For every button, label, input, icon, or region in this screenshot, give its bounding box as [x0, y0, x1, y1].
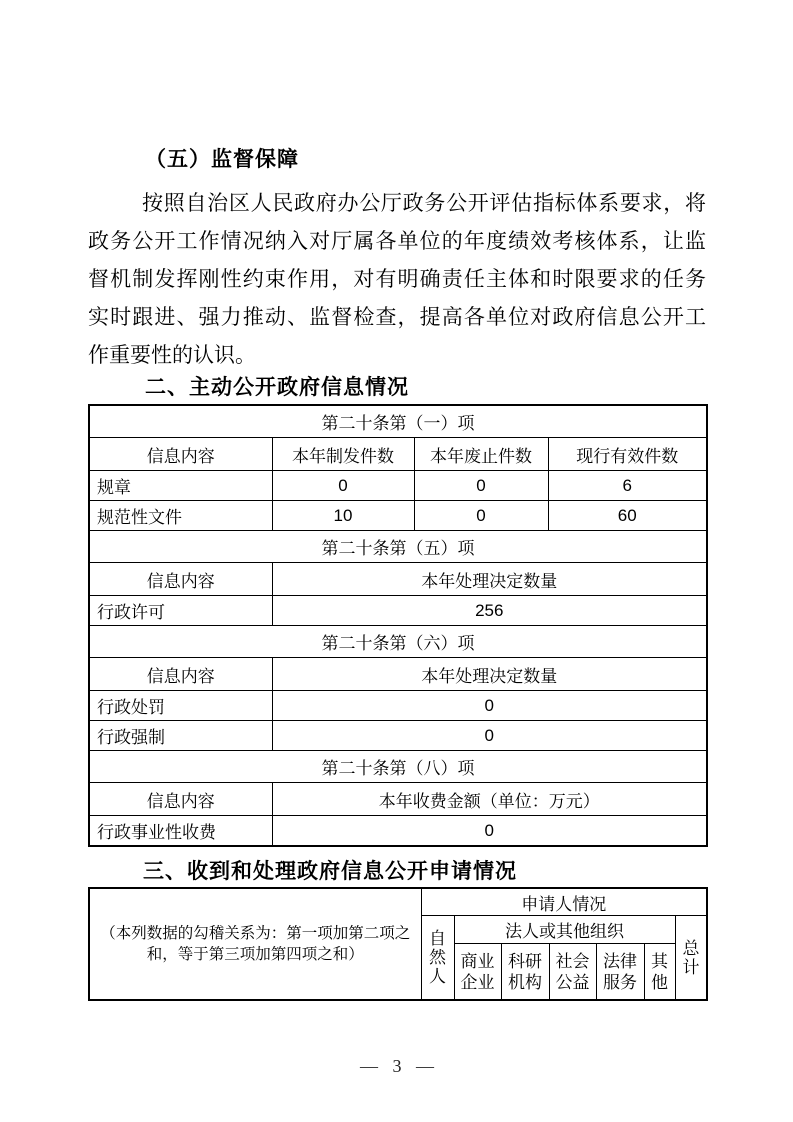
- cell-value: 10: [272, 501, 414, 531]
- col-header-legal-org: 法人或其他组织: [454, 916, 675, 944]
- section5-heading: （五）监督保障: [145, 148, 299, 171]
- col-header-fee-amount: 本年收费金额（单位：万元）: [272, 783, 707, 816]
- cell-value: 0: [272, 721, 707, 751]
- article5-title: 第二十条第（五）项: [89, 531, 707, 563]
- cell-value: 0: [414, 501, 548, 531]
- row-label: 行政处罚: [89, 691, 272, 721]
- section5-paragraph: [88, 184, 706, 374]
- article1-title: 第二十条第（一）项: [89, 405, 707, 438]
- section3-heading: 三、收到和处理政府信息公开申请情况: [143, 860, 517, 883]
- cell-value: 6: [548, 471, 707, 501]
- col-header-info-content: 信息内容: [89, 783, 272, 816]
- table-row: [89, 721, 707, 751]
- row-label: 行政强制: [89, 721, 272, 751]
- paragraph-line: 督机制发挥刚性约束作用，对有明确责任主体和时限要求的任务: [88, 267, 706, 291]
- article6-title: 第二十条第（六）项: [89, 626, 707, 658]
- paragraph-line: 政务公开工作情况纳入对厅属各单位的年度绩效考核体系，让监: [88, 229, 706, 253]
- col-header-abolished-count: 本年废止件数: [414, 438, 548, 471]
- col-header-decision-count: 本年处理决定数量: [272, 563, 707, 596]
- col-header-decision-count: 本年处理决定数量: [272, 658, 707, 691]
- section2-heading: 二、主动公开政府信息情况: [145, 376, 409, 399]
- page-number: — 3 —: [360, 1056, 434, 1076]
- col-header-other: 其他: [644, 944, 675, 1001]
- col-header-info-content: 信息内容: [89, 563, 272, 596]
- cell-value: 256: [272, 596, 707, 626]
- cell-value: 0: [414, 471, 548, 501]
- note-line: 和，等于第三项加第四项之和）: [146, 946, 364, 963]
- col-header-info-content: 信息内容: [89, 658, 272, 691]
- col-header-commercial-enterprise: 商业企业: [454, 944, 501, 1001]
- table-row: [89, 816, 707, 847]
- requests-table: [88, 887, 708, 1001]
- cell-value: 0: [272, 691, 707, 721]
- table-row: [89, 691, 707, 721]
- applicant-header: 申请人情况: [421, 888, 707, 916]
- col-header-social-welfare: 社会公益: [549, 944, 596, 1001]
- col-header-research-institution: 科研机构: [501, 944, 549, 1001]
- paragraph-line: 实时跟进、强力推动、监督检查，提高各单位对政府信息公开工: [88, 305, 706, 329]
- active-disclosure-table: [88, 404, 708, 847]
- table-row: [89, 596, 707, 626]
- cell-value: 0: [272, 471, 414, 501]
- col-header-natural-person: 自然人: [421, 916, 454, 1001]
- col-header-made-count: 本年制发件数: [272, 438, 414, 471]
- row-label: 行政事业性收费: [89, 816, 272, 847]
- cell-value: 0: [272, 816, 707, 847]
- col-header-effective-count: 现行有效件数: [548, 438, 707, 471]
- col-header-total: 总计: [675, 916, 707, 1001]
- row-label: 行政许可: [89, 596, 272, 626]
- paragraph-line: 按照自治区人民政府办公厅政务公开评估指标体系要求，将: [142, 191, 706, 215]
- paragraph-line: 作重要性的认识。: [88, 343, 256, 367]
- table-row: [89, 471, 707, 501]
- col-header-legal-service: 法律服务: [596, 944, 644, 1001]
- table-row: [89, 501, 707, 531]
- article8-title: 第二十条第（八）项: [89, 751, 707, 783]
- cell-value: 60: [548, 501, 707, 531]
- row-label: 规章: [89, 471, 272, 501]
- row-label: 规范性文件: [89, 501, 272, 531]
- col-header-info-content: 信息内容: [89, 438, 272, 471]
- reconciliation-note: [89, 888, 421, 1000]
- page-content: [88, 0, 706, 1077]
- note-line: （本列数据的勾稽关系为：第一项加第二项之: [100, 925, 411, 942]
